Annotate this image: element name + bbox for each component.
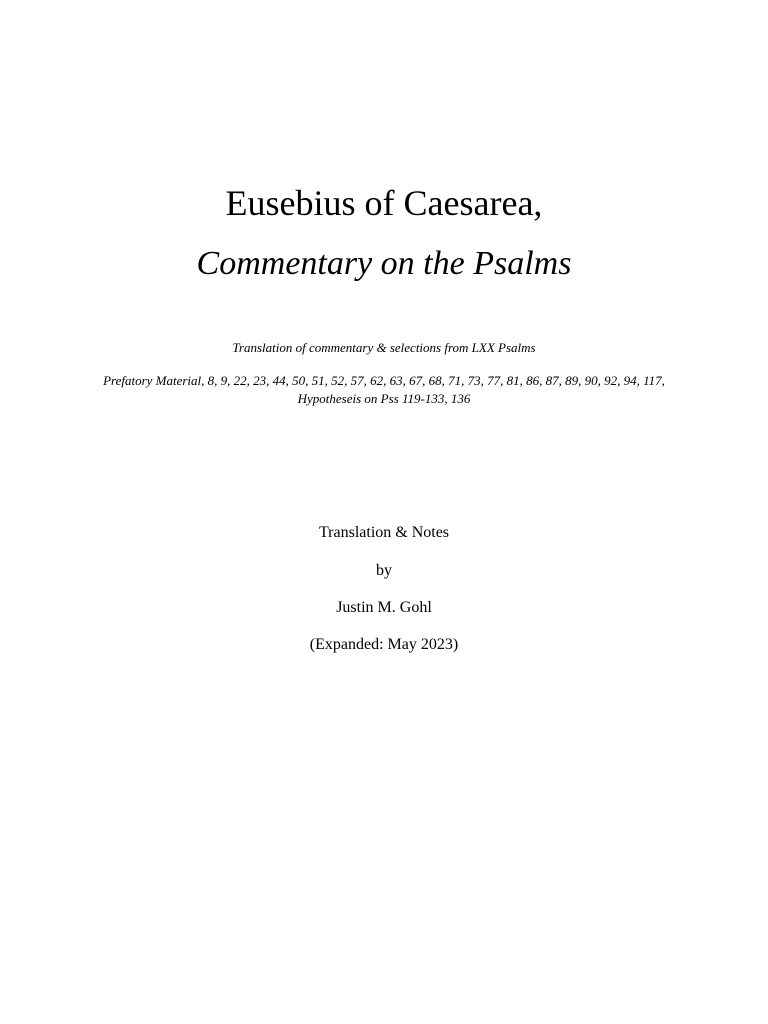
- contents-list: [0, 372, 768, 407]
- edition-note: (Expanded: May 2023): [309, 636, 459, 653]
- contents-line-2: Hypotheseis on Pss 119-133, 136: [297, 390, 471, 406]
- work-title: Commentary on the Psalms: [196, 245, 572, 282]
- by-label: by: [376, 562, 392, 579]
- credit-label: Translation & Notes: [318, 524, 450, 541]
- contents-line-1: Prefatory Material, 8, 9, 22, 23, 44, 50, 51, 52, 57, 62, 63, 67, 68, 71, 73, 77, 81, 86, 87, 89, 90, 92, 94, 117,: [103, 373, 665, 388]
- translator-name: Justin M. Gohl: [336, 599, 432, 616]
- author-heading: Eusebius of Caesarea,: [225, 183, 543, 223]
- subtitle: Translation of commentary & selections from LXX Psalms: [232, 340, 536, 355]
